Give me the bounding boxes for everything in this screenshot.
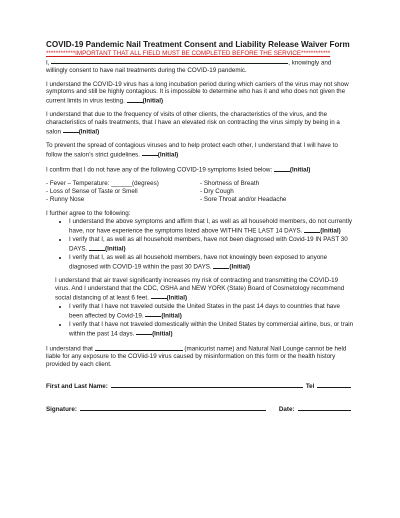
- agreement-text: I understand the above symptoms and affirm that I, as well as all household members, do not currently have, nor have experience the symptoms listed above WITHIN THE LAST 14 DAYS.: [69, 218, 353, 235]
- agreement-item: [69, 254, 354, 271]
- liability-text-a: I understand that: [46, 345, 93, 353]
- initial-blank-5[interactable]: [304, 226, 320, 233]
- manicurist-name-blank[interactable]: [95, 344, 183, 351]
- name-field[interactable]: [111, 382, 303, 389]
- initial-blank-2[interactable]: [63, 127, 79, 134]
- incubation-text: I understand the COVID-19 virus has a long incubation period during which carriers of the virus may not show symptoms and still be highly contagious. It is impossible to determine who has it and who does not given the current limits in virus testing.: [46, 80, 349, 105]
- symptoms-confirm-text: I confirm that I do not have any of the following COVID-19 symptoms listed below:: [46, 166, 273, 174]
- initial-blank-3[interactable]: [142, 150, 158, 157]
- initial-label-4: (Initial): [289, 166, 311, 174]
- guidelines-paragraph: [46, 142, 354, 159]
- risk-text: I understand that due to the frequency of visits of other clients, the characteristics of the virus, and the characteristics of nails treatments, that I have an elevated risk on contracting the virus simply by being in a salon: [46, 111, 340, 136]
- symptom-item: - Runny Nose: [46, 195, 85, 203]
- travel-text: I verify that I have not traveled outside the United States in the past 14 days to countries that have been affected by Covid-19.: [69, 302, 340, 320]
- travel-item: [69, 303, 354, 320]
- guidelines-text: To prevent the spread of contagious viruses and to help protect each other, I understand that I will have to follow the salon’s strict guidelines.: [46, 142, 338, 159]
- initial-blank-6[interactable]: [89, 244, 105, 251]
- tel-field[interactable]: [317, 382, 351, 389]
- initial-label-5: (Initial): [320, 227, 341, 235]
- initial-label-1: (Initial): [142, 97, 164, 105]
- initial-blank-9[interactable]: [145, 311, 161, 318]
- important-notice-text: ************IMPORTANT THAT ALL FIELD MUST BE COMPLETED BEFORE THE SERVICE************: [46, 50, 331, 57]
- symptom-item: - Sore Throat and/or Headache: [200, 195, 287, 203]
- initial-blank-1[interactable]: [127, 96, 143, 103]
- symptom-item: - Dry Cough: [200, 188, 234, 196]
- name-tel-row: [46, 382, 354, 391]
- signature-field[interactable]: [80, 404, 266, 411]
- risk-paragraph: [46, 111, 354, 136]
- symptoms-confirm: [46, 165, 354, 174]
- initial-label-2: (Initial): [78, 128, 100, 136]
- symptom-item: - Shortness of Breath: [200, 180, 260, 188]
- initial-blank-4[interactable]: [274, 165, 290, 172]
- initial-label-8: (Initial): [166, 294, 188, 302]
- consent-knowingly: , knowingly and: [288, 59, 332, 67]
- initial-label-10: (Initial): [152, 330, 173, 338]
- liability-text-b: (manicurist name) and Natural Nail Lounge cannot be held liable for any exposure to the COViid-19 virus caused by misinformation on this form or the health history provided by each client.: [46, 345, 347, 368]
- signature-date-row: Signature : Date:: [46, 404, 354, 413]
- air-travel-paragraph: [46, 277, 354, 302]
- consent-statement: [46, 58, 354, 75]
- travel-list: [46, 303, 354, 338]
- symptoms-left-column: [46, 180, 200, 203]
- initial-blank-8[interactable]: [151, 293, 167, 300]
- agreement-item: [69, 236, 354, 253]
- symptom-item: - Loss of Sense of Taste or Smell: [46, 188, 138, 196]
- date-field[interactable]: [298, 404, 351, 411]
- travel-item: [69, 321, 354, 338]
- signature-label: Signature: [46, 405, 75, 413]
- tel-label: Tel: [305, 383, 315, 391]
- initial-label-9: (Initial): [161, 312, 182, 320]
- initial-label-7: (Initial): [229, 263, 250, 271]
- travel-text: I verify that I have not traveled domestically within the United States by commercial airline, bus, or train within the past 14 days.: [69, 320, 354, 338]
- date-label: Date:: [278, 405, 295, 413]
- air-travel-text: I understand that air travel significantly increases my risk of contracting and transmitting the COVID-19 virus. And I understand that the CDC, OSHA and NEW YORK (State) Board of Cosmetology recommend social distancing of at least 6 feet.: [55, 277, 345, 302]
- liability-paragraph: [46, 344, 354, 369]
- agreement-text: I verify that I, as well as all household members, have not knowingly been exposed to anyone diagnosed with COVID-19 within the past 30 DAYS.: [69, 254, 328, 271]
- symptoms-right-column: [200, 180, 354, 203]
- incubation-paragraph: [46, 81, 354, 106]
- initial-label-3: (Initial): [157, 151, 179, 159]
- important-notice: [46, 50, 354, 58]
- initial-blank-7[interactable]: [213, 262, 229, 269]
- consent-i: I,: [46, 59, 50, 67]
- initial-label-6: (Initial): [105, 245, 126, 253]
- symptom-item: - Fever – Temperature: ______(degrees): [46, 180, 159, 188]
- agreement-item: [69, 218, 354, 235]
- agreement-list: [46, 218, 354, 271]
- initial-blank-10[interactable]: [136, 329, 152, 336]
- form-title: COVID-19 Pandemic Nail Treatment Consent and Liability Release Waiver Form: [46, 40, 350, 49]
- consent-rest: willingly consent to have nail treatments during the COVID-19 pandemic.: [46, 67, 247, 74]
- agree-intro: I further agree to the following:: [46, 209, 131, 217]
- name-label: First and Last Name:: [46, 383, 108, 391]
- client-name-blank[interactable]: [51, 58, 288, 65]
- agreement-text: I verify that I, as well as all household members, have not been diagnosed with Covid-19 IN PAST 30 DAYS.: [69, 236, 348, 253]
- symptoms-list: [46, 180, 354, 203]
